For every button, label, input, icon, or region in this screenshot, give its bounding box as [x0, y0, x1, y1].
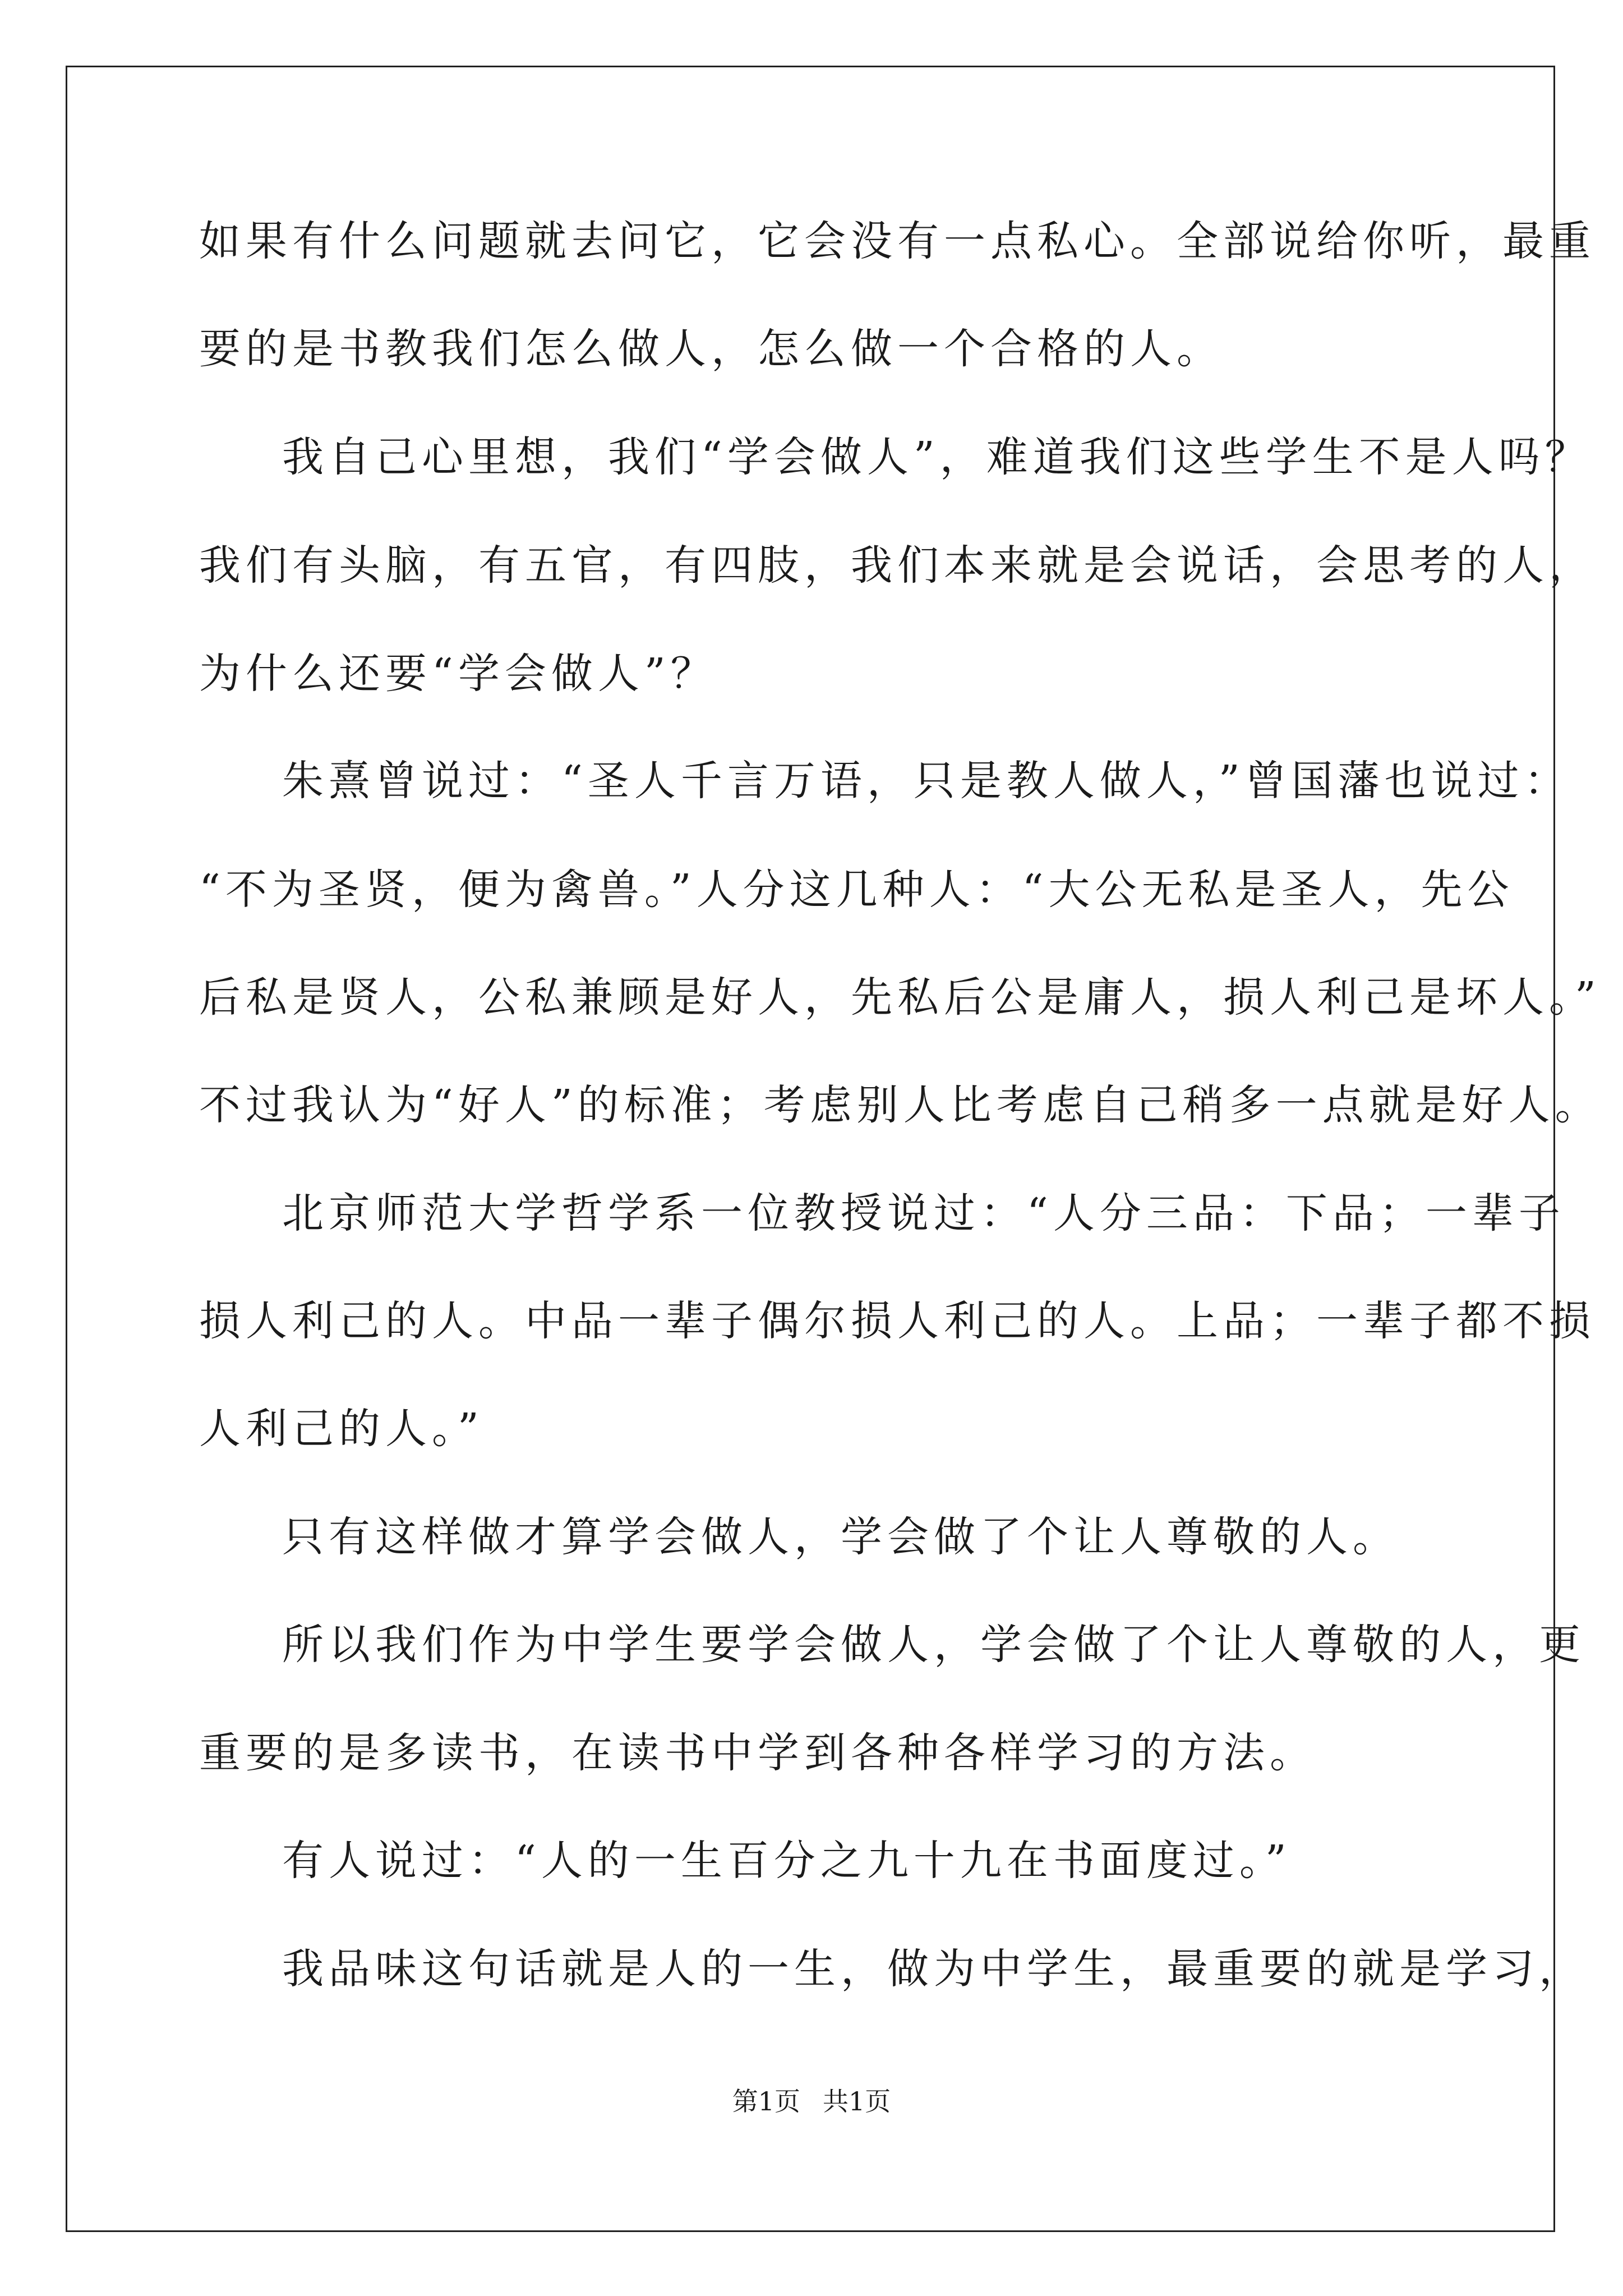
text-line: 不过我认为“好人”的标准；考虑别人比考虑自己稍多一点就是好人。: [199, 1081, 1602, 1129]
text-line: 为什么还要“学会做人”？: [199, 650, 717, 698]
page-number: 第1页: [732, 2086, 800, 2116]
page-border: [66, 66, 1555, 2232]
text-line: “不为圣贤，便为禽兽。”人分这几种人：“大公无私是圣人，先公: [199, 866, 1514, 914]
page-footer: [0, 2085, 1623, 2118]
text-line: 后私是贤人，公私兼顾是好人，先私后公是庸人，损人利己是坏人。”: [199, 973, 1601, 1022]
paragraph-start-line: 我品味这句话就是人的一生，做为中学生，最重要的就是学习，: [282, 1945, 1585, 1993]
paragraph-start-line: 有人说过：“人的一生百分之九十九在书面度过。”: [282, 1837, 1292, 1885]
paragraph-start-line: 北京师范大学哲学系一位教授说过：“人分三品：下品；一辈子: [282, 1189, 1565, 1237]
text-line: 损人利己的人。中品一辈子偶尔损人利己的人。上品；一辈子都不损: [199, 1297, 1596, 1345]
text-line: 要的是书教我们怎么做人，怎么做一个合格的人。: [199, 325, 1223, 373]
text-line: 人利己的人。”: [199, 1405, 484, 1453]
paragraph-start-line: 朱熹曾说过：“圣人千言万语，只是教人做人，”曾国藩也说过：: [282, 757, 1571, 805]
text-line: 重要的是多读书，在读书中学到各种各样学习的方法。: [199, 1729, 1316, 1777]
page-total: 共1页: [823, 2086, 891, 2116]
text-line: 如果有什么问题就去问它，它会没有一点私心。全部说给你听，最重: [199, 217, 1596, 265]
text-line: 我们有头脑，有五官，有四肢，我们本来就是会说话，会思考的人，: [199, 541, 1596, 590]
paragraph-start-line: 所以我们作为中学生要学会做人，学会做了个让人尊敬的人，更: [282, 1621, 1585, 1669]
paragraph-start-line: 只有这样做才算学会做人，学会做了个让人尊敬的人。: [282, 1513, 1399, 1561]
paragraph-start-line: 我自己心里想，我们“学会做人”，难道我们这些学生不是人吗？: [282, 433, 1592, 481]
